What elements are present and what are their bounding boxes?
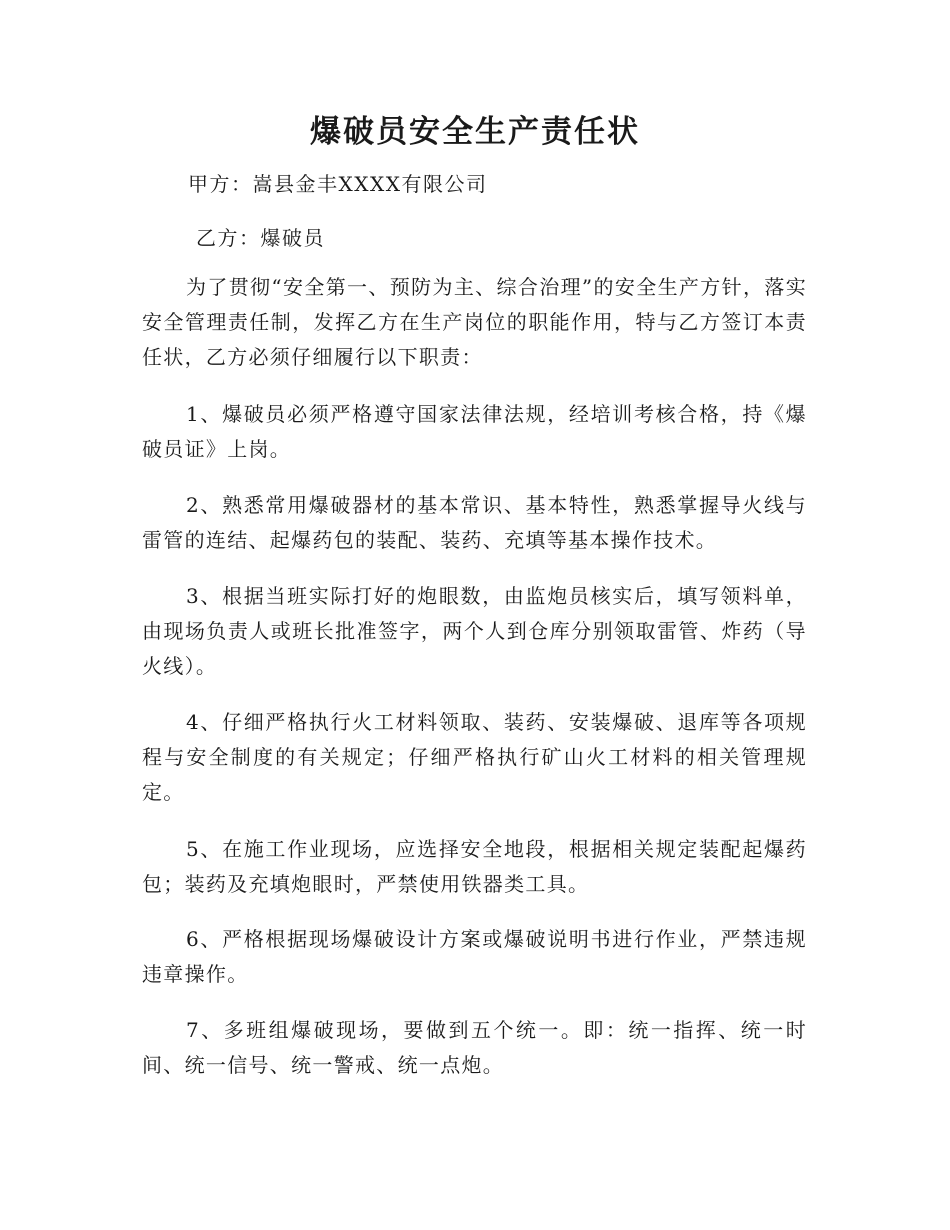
party-a-line: 甲方：嵩县金丰XXXX有限公司 [188,172,488,196]
clause-3: 3、根据当班实际打好的炮眼数，由监炮员核实后，填写领料单，由现场负责人或班长批准签字，两个人到仓库分别领取雷管、炸药（导火线）。 [142,584,807,678]
clause-5: 5、在施工作业现场，应选择安全地段，根据相关规定装配起爆药包；装药及充填炮眼时，严禁使用铁器类工具。 [142,837,807,896]
document-title: 爆破员安全生产责任状 [310,114,640,150]
clause-2: 2、熟悉常用爆破器材的基本常识、基本特性，熟悉掌握导火线与雷管的连结、起爆药包的装配、装药、充填等基本操作技术。 [142,493,807,552]
clause-1: 1、爆破员必须严格遵守国家法律法规，经培训考核合格，持《爆破员证》上岗。 [142,402,807,461]
clause-4: 4、仔细严格执行火工材料领取、装药、安装爆破、退库等各项规程与安全制度的有关规定；仔细严格执行矿山火工材料的相关管理规定。 [142,710,807,804]
intro-paragraph: 为了贯彻“安全第一、预防为主、综合治理”的安全生产方针，落实安全管理责任制，发挥乙方在生产岗位的职能作用，特与乙方签订本责任状，乙方必须仔细履行以下职责： [142,275,807,369]
clause-7: 7、多班组爆破现场，要做到五个统一。即：统一指挥、统一时间、统一信号、统一警戒、统一点炮。 [142,1018,807,1077]
clause-6: 6、严格根据现场爆破设计方案或爆破说明书进行作业，严禁违规违章操作。 [142,927,807,986]
party-b-line: 乙方：爆破员 [196,226,325,250]
